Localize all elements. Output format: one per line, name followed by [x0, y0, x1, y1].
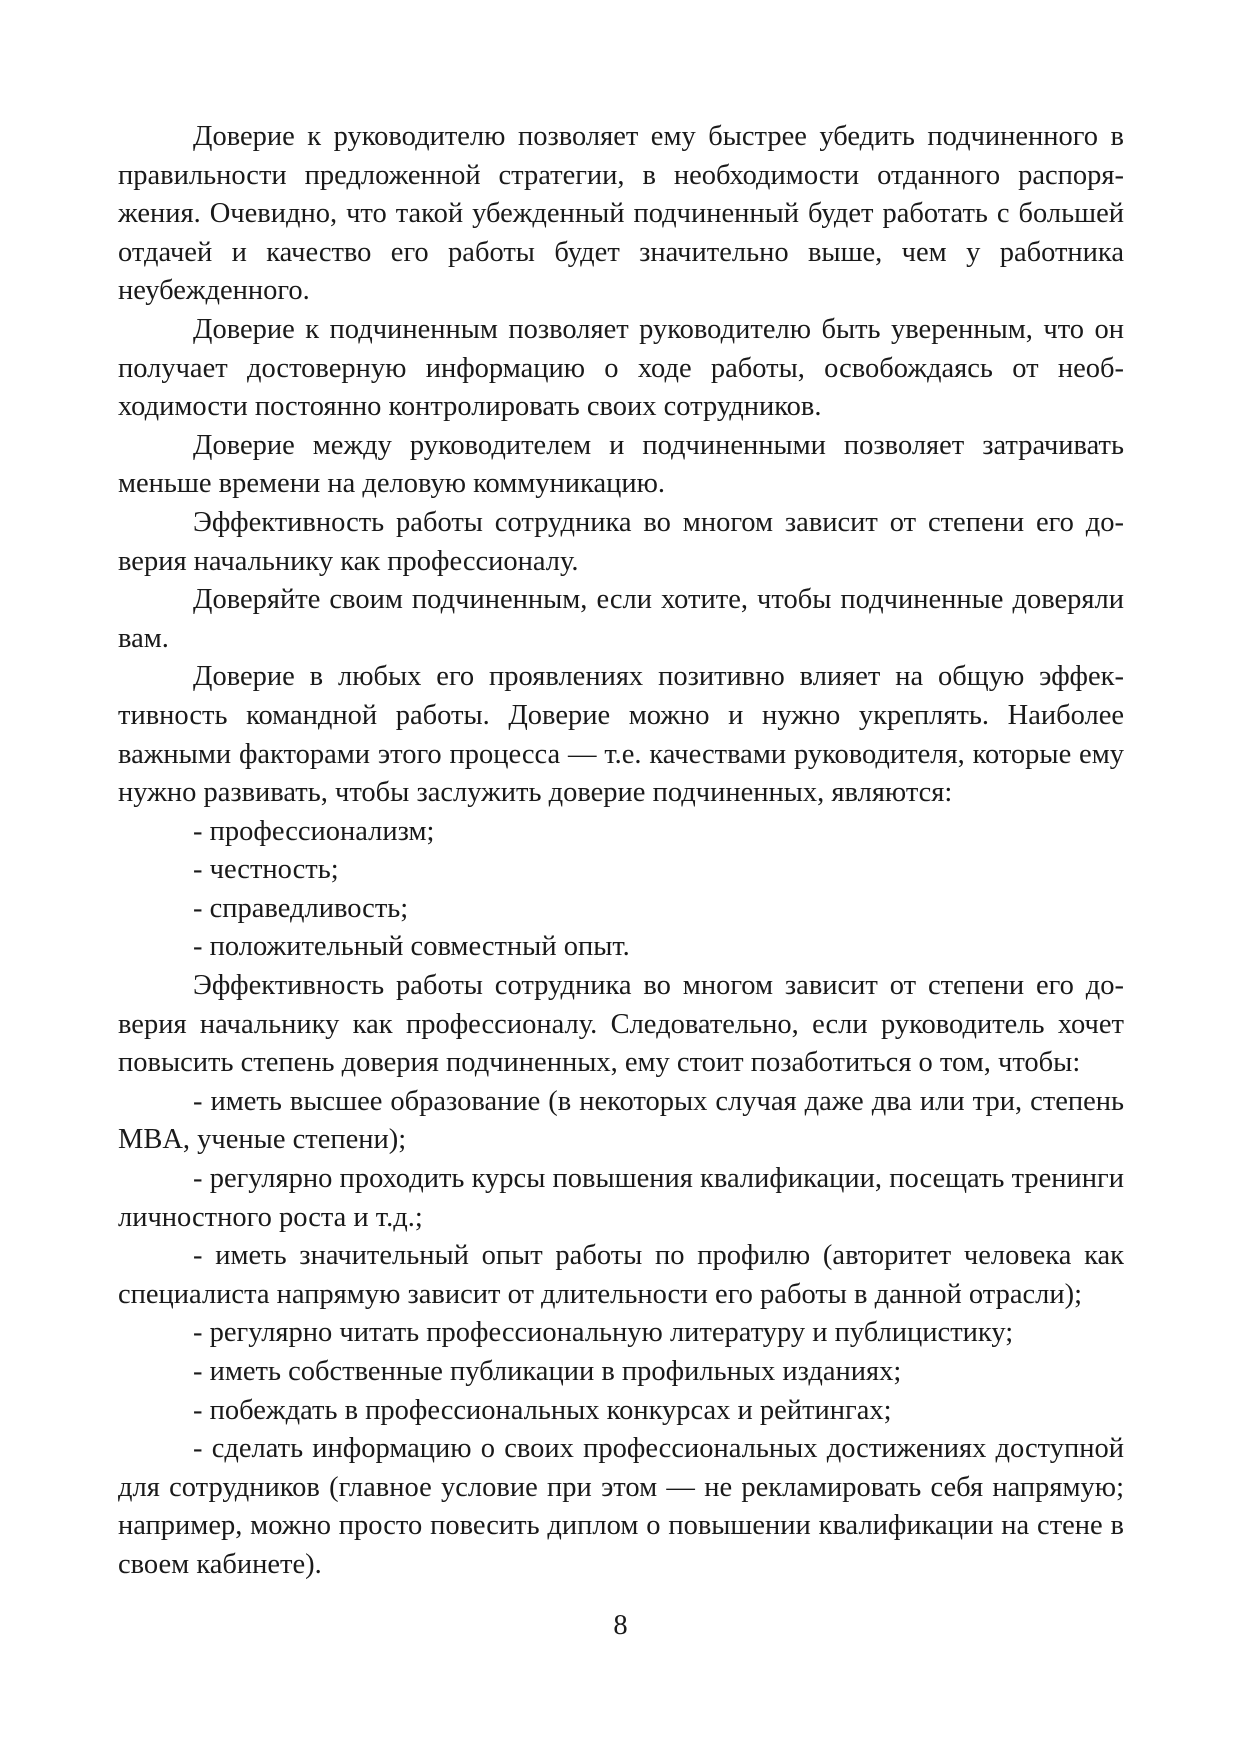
paragraph: Эффективность работы сотрудника во многом зависит от степени его доверия начальнику как профессионалу. Следовательно, если руководитель хочет повысить степень доверия подчиненных, ему стоит позаботиться о том, чтобы: — [118, 970, 1124, 1079]
list-item: - справедливость; — [193, 892, 409, 924]
list-item: - сделать информацию о своих профессиональных достижениях доступной для сотрудников (главное условие при этом — не рекламировать себя напрямую; например, можно просто повесить диплом о повышении квалификации на стене в своем кабинете). — [118, 1433, 1124, 1580]
text-body — [118, 118, 1124, 1585]
paragraph: Эффективность работы сотрудника во многом зависит от степени его доверия начальнику как профессионалу. — [118, 506, 1124, 577]
list-item: - профессионализм; — [193, 815, 435, 847]
list-item: - регулярно читать профессиональную литературу и публицистику; — [193, 1317, 1014, 1349]
list-item: - регулярно проходить курсы повышения квалификации, посещать тренинги личностного роста и т.д.; — [118, 1163, 1124, 1233]
paragraph: Доверие к руководителю позволяет ему быстрее убедить подчиненного в правильности предложенной стратегии, в необходимости отданного распоряжения. Очевидно, что такой убежденный подчиненный будет работать с большей отдачей и качество его работы будет значительно выше, чем у работника неубежденного. — [118, 121, 1124, 307]
paragraph: Доверие между руководителем и подчиненными позволяет затрачивать меньше времени на деловую коммуникацию. — [118, 429, 1124, 500]
paragraph: Доверяйте своим подчиненным, если хотите, чтобы подчиненные доверяли вам. — [118, 584, 1124, 654]
paragraph: Доверие в любых его проявлениях позитивно влияет на общую эффективность командной работы. Доверие можно и нужно укреплять. Наиболее важными факторами этого процесса — т.е. качествами руководителя, которые ему нужно развивать, чтобы заслужить доверие подчиненных, являются: — [118, 661, 1124, 809]
paragraph: Доверие к подчиненным позволяет руководителю быть уверенным, что он получает достоверную информацию о ходе работы, освобождаясь от необходимости постоянно контролировать своих сотрудников. — [118, 313, 1124, 423]
list-item: - иметь значительный опыт работы по профилю (авторитет человека как специалиста напрямую зависит от длительности его работы в данной отрасли); — [118, 1240, 1124, 1310]
page-number: 8 — [613, 1610, 628, 1641]
list-item: - иметь собственные публикации в профильных изданиях; — [193, 1356, 902, 1387]
list-item: - положительный совместный опыт. — [193, 931, 630, 963]
list-item: - иметь высшее образование (в некоторых случая даже два или три, степень MBA, ученые степени); — [118, 1085, 1124, 1156]
list-item: - побеждать в профессиональных конкурсах и рейтингах; — [193, 1394, 892, 1426]
list-item: - честность; — [193, 854, 339, 886]
